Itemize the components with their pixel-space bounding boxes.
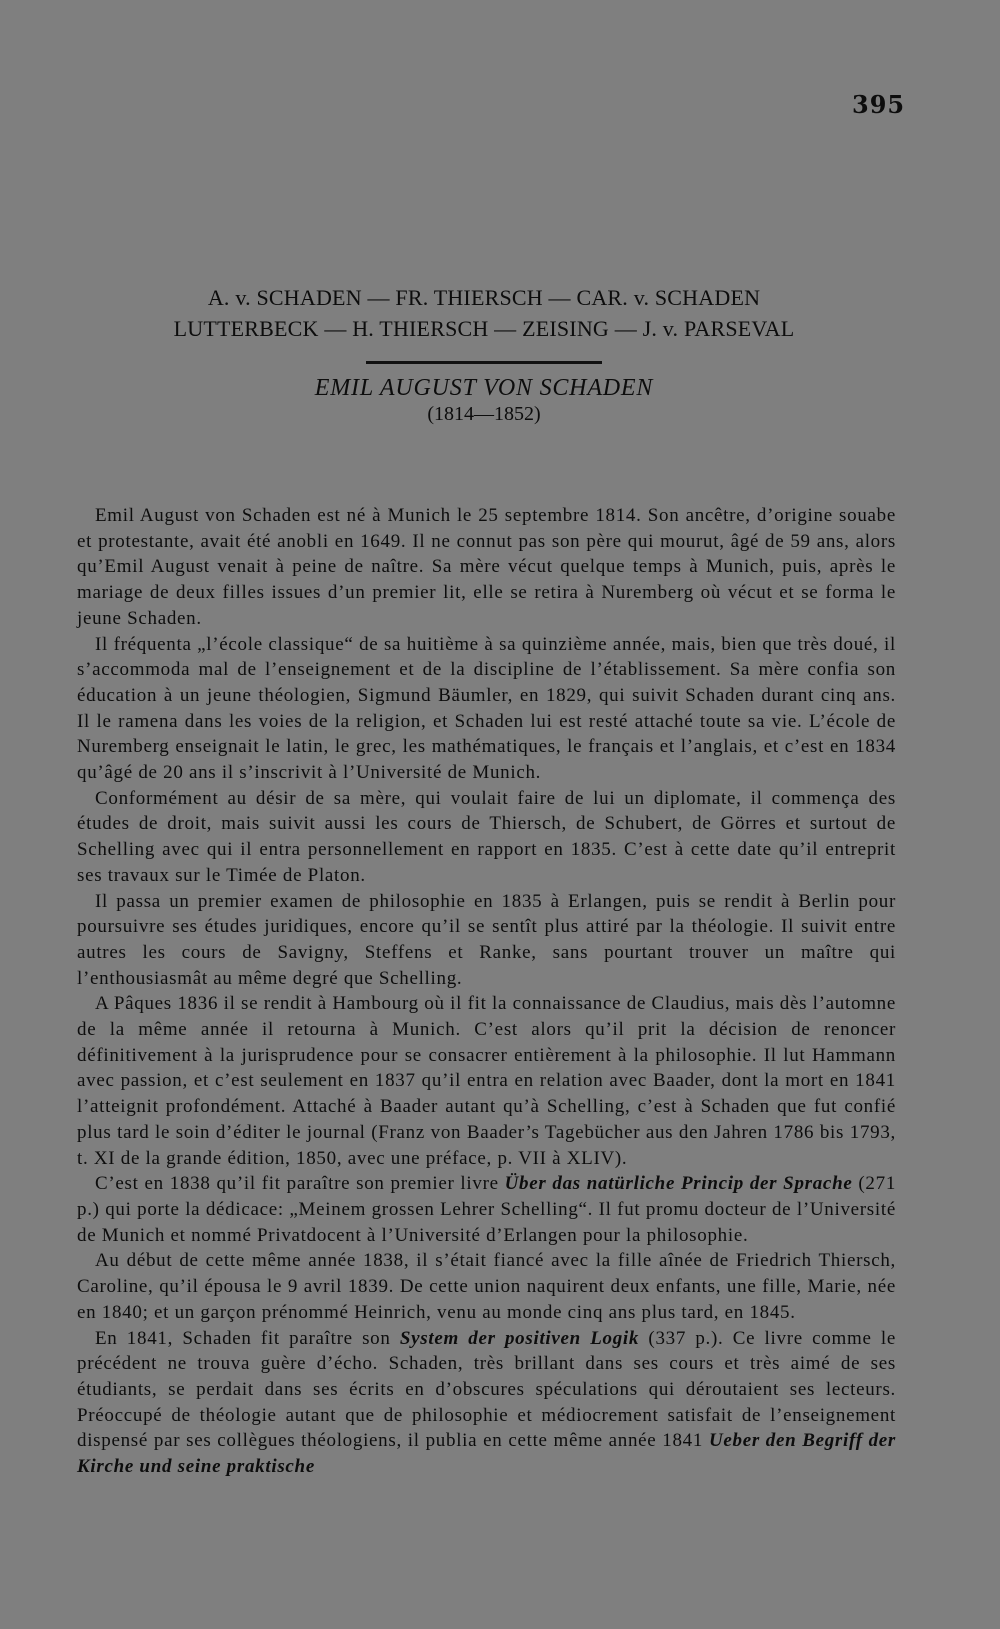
article-body [77,503,896,1480]
article-title: EMIL AUGUST VON SCHADEN [314,375,654,401]
paragraph [77,786,896,889]
paragraph-text: En 1841, Schaden fit paraître son [95,1327,400,1349]
book-title: Ueber den Begriff der Kirche und seine praktische [77,1430,896,1478]
paragraph-text: Il passa un premier examen de philosophie en 1835 à Erlangen, puis se rendit à Berlin pour poursuivre ses études juridiques, encore qu’il se sentît plus attiré par la théologie. Il suivit entre autres les cours de Savigny, Steffens et Ranke, sans pourtant trouver un maître qui l’enthousiasmât au même degré que Schelling. [77,890,896,989]
paragraph-text: (337 p.). Ce livre comme le précédent ne trouva guère d’écho. Schaden, très brillant dans ses cours et très aimé de ses étudiants, se perdait dans ses écrits en d’obscures spéculations qui déroutaient ses lecteurs. Préoccupé de théologie autant que de philosophie et médiocrement satisfait de l’enseignement dispensé par ses collègues théologiens, il publia en cette même année 1841 [77,1327,896,1452]
paragraph [77,503,896,632]
paragraph-text: Au début de cette même année 1838, il s’était fiancé avec la fille aînée de Friedrich Thiersch, Caroline, qu’il épousa le 9 avril 1839. De cette union naquirent deux enfants, une fille, Marie, née en 1840; et un garçon prénommé Heinrich, venu au monde cinq ans plus tard, en 1845. [77,1250,896,1323]
paragraph-text: Il fréquenta „l’école classique“ de sa huitième à sa quinzième année, mais, bien que très doué, il s’accommoda mal de l’enseignement et de la discipline de l’établissement. Sa mère confia son éducation à un jeune théologien, Sigmund Bäumler, en 1829, qui suivit Schaden durant cinq ans. Il le ramena dans les voies de la religion, et Schaden lui est resté attaché toute sa vie. L’école de Nuremberg enseignait le latin, le grec, les mathématiques, le français et l’anglais, et c’est en 1834 qu’âgé de 20 ans il s’inscrivit à l’Université de Munich. [77,633,896,784]
paragraph-text: Emil August von Schaden est né à Munich le 25 septembre 1814. Son ancêtre, d’origine souabe et protestante, avait été anobli en 1649. Il ne connut pas son père qui mourut, âgé de 59 ans, alors qu’Emil August venait à peine de naître. Sa mère vécut quelque temps à Munich, puis, après le mariage de deux filles issues d’un premier lit, elle se retira à Nuremberg où vécut et se forma le jeune Schaden. [77,505,896,629]
author-line-1: A. v. SCHADEN — FR. THIERSCH — CAR. v. SCHADEN [207,285,761,310]
paragraph [77,889,896,992]
paragraph [77,1171,896,1248]
paragraph [77,632,896,786]
book-title: System der positiven Logik [399,1327,640,1349]
paragraph-text: (271 p.) qui porte la dédicace: „Meinem grossen Lehrer Schelling“. Il fut promu docteur de l’Université de Munich et nommé Privatdocent à l’Université d’Erlangen pour la philosophie. [77,1173,897,1246]
author-line-2: LUTTERBECK — H. THIERSCH — ZEISING — J. v. PARSEVAL [173,316,795,341]
paragraph-text: Conformément au désir de sa mère, qui voulait faire de lui un diplomate, il commença des études de droit, mais suivit aussi les cours de Thiersch, de Schubert, de Görres et surtout de Schelling avec qui il entra personnellement en rapport en 1835. C’est à cette date qu’il entreprit ses travaux sur le Timée de Platon. [77,787,896,886]
paragraph-text: A Pâques 1836 il se rendit à Hambourg où il fit la connaissance de Claudius, mais dès l’automne de la même année il retourna à Munich. C’est alors qu’il prit la décision de renoncer définitivement à la jurisprudence pour se consacrer entièrement à la philosophie. Il lut Hammann avec passion, et c’est seulement en 1837 qu’il entra en relation avec Baader, dont la mort en 1841 l’atteignit profondément. Attaché à Baader autant qu’à Schelling, c’est à Schaden que fut confié plus tard le soin d’éditer le journal (Franz von Baader’s Tagebücher aus den Jahren 1786 bis 1793, t. XI de la grande édition, 1850, avec une préface, p. VII à XLIV). [77,993,896,1169]
book-title: Über das natürliche Princip der Sprache [504,1173,853,1195]
paragraph [77,1248,896,1325]
author-list [0,282,968,344]
paragraph-text: C’est en 1838 qu’il fit paraître son premier livre [95,1173,505,1195]
article-dates: (1814—1852) [427,403,541,425]
paragraph [77,1326,896,1480]
page-number: 395 [852,90,906,119]
paragraph [77,991,896,1171]
title-rule [366,361,602,364]
